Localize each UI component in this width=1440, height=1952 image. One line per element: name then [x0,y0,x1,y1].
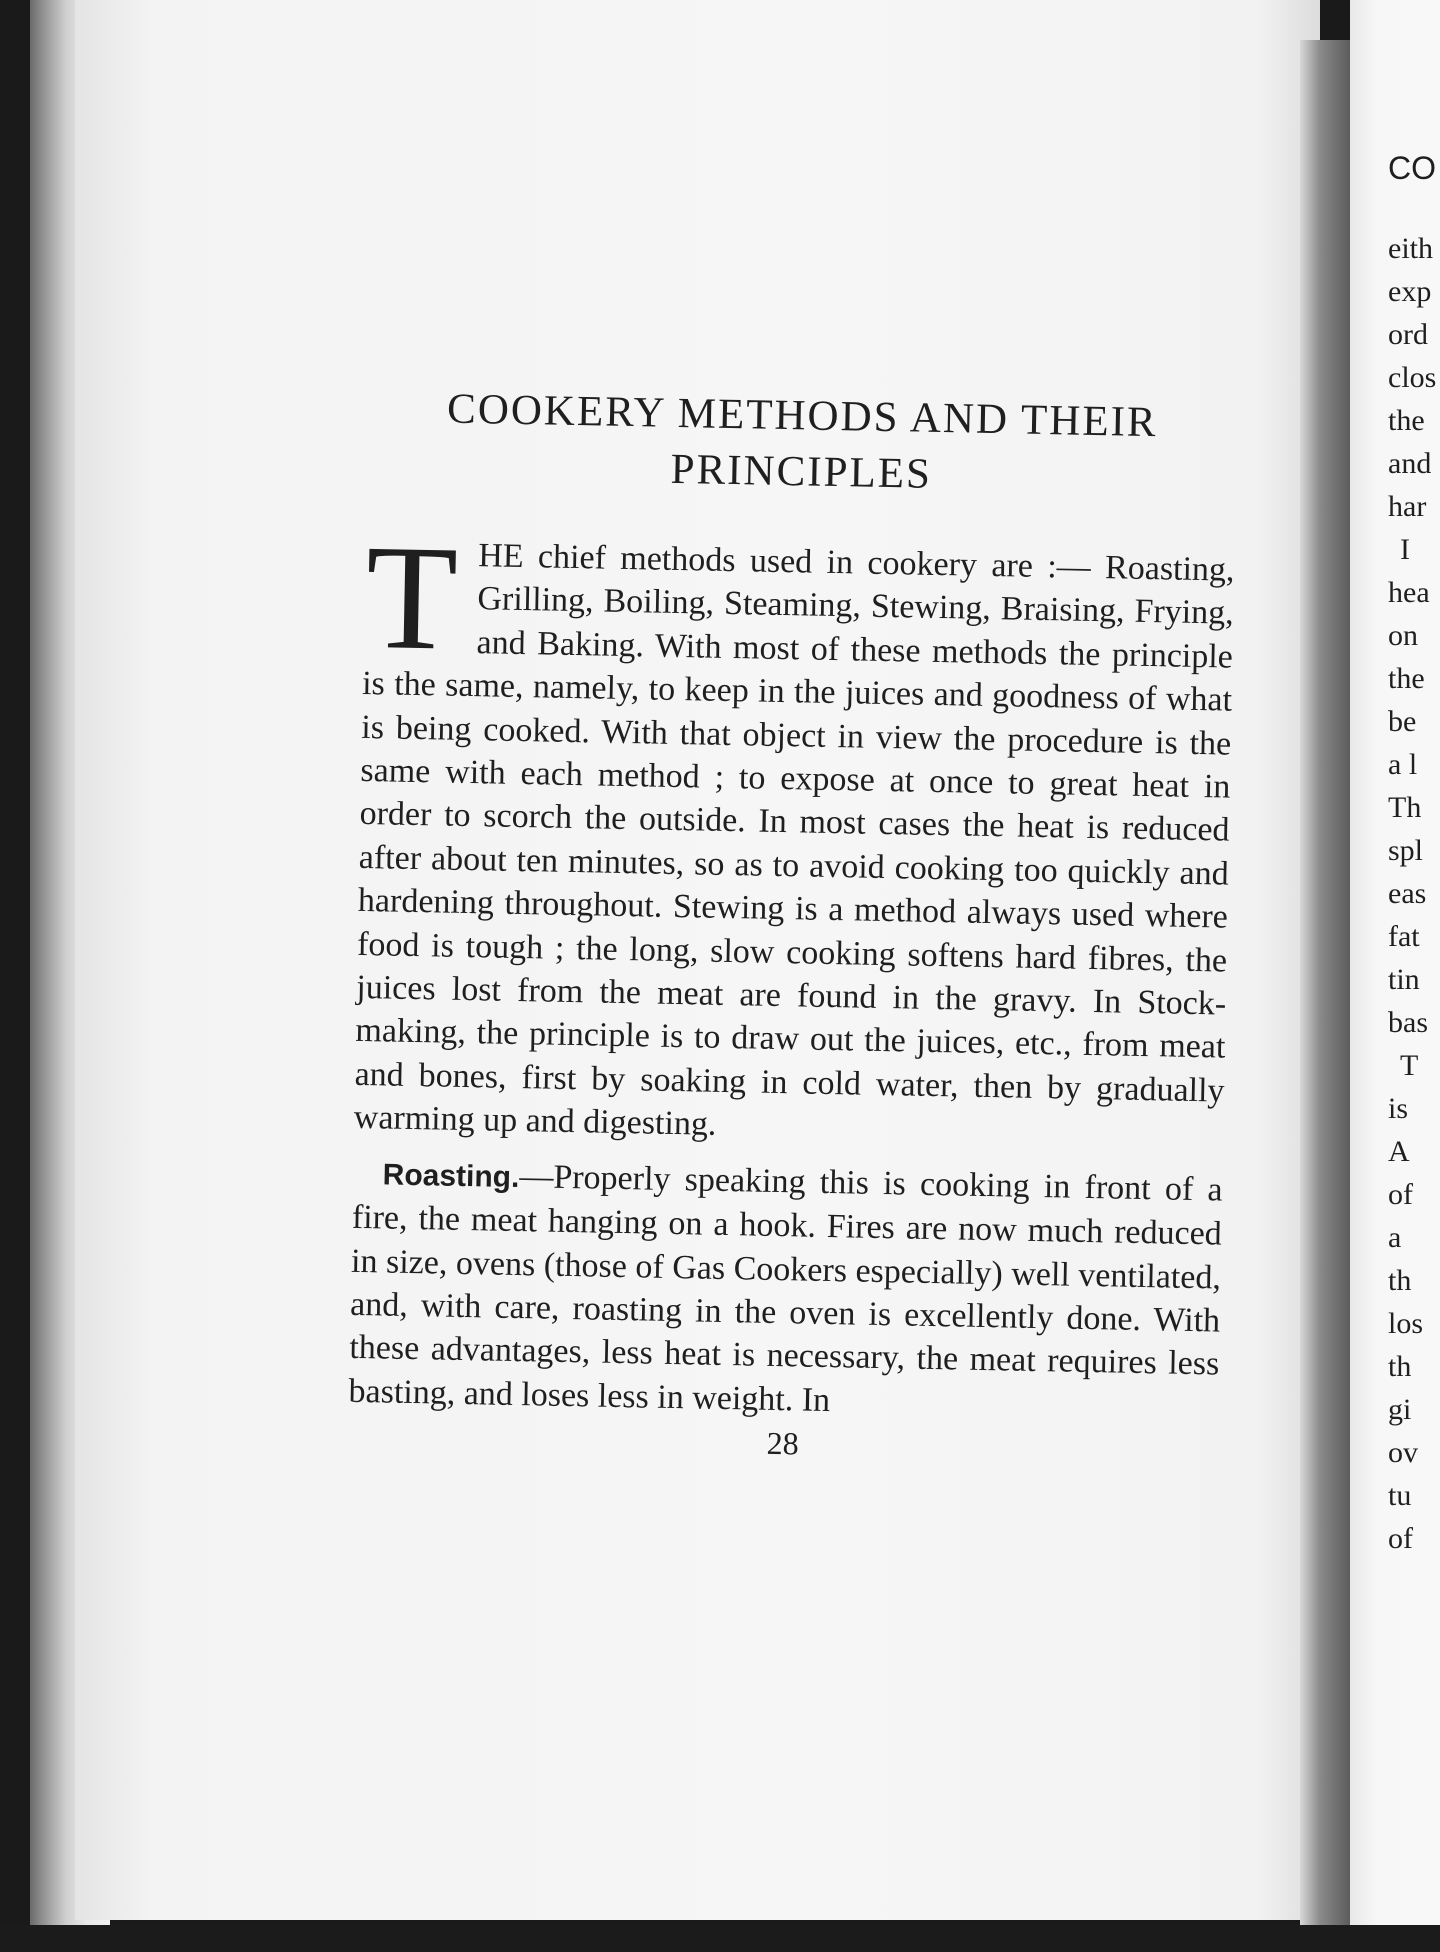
right-page-line-fragment: fat [1388,920,1420,953]
chapter-title-line-1: COOKERY METHODS AND THEIR [446,385,1159,447]
right-page-line-fragment: of [1388,1522,1413,1555]
right-page-line-fragment: spl [1388,834,1424,867]
roasting-heading: Roasting. [382,1158,520,1194]
right-page-line-fragment: A [1388,1135,1410,1168]
right-page-line-fragment: T [1400,1049,1419,1082]
right-page-line-fragment: har [1388,490,1427,523]
right-page-line-fragment: exp [1388,275,1432,308]
right-page-line-fragment: I [1400,533,1410,566]
right-page-line-fragment: of [1388,1178,1413,1211]
right-page-line-fragment: the [1388,662,1425,695]
drop-cap: T [364,514,460,682]
right-page-line-fragment: is [1388,1092,1409,1125]
page-number: 28 [766,1424,800,1462]
right-page-line-fragment: bas [1388,1006,1428,1039]
right-page-line-fragment: a [1388,1221,1402,1254]
right-page-line-fragment: hea [1388,576,1430,609]
book-spine-shadow [1300,40,1350,1930]
right-page-line-fragment: on [1388,619,1418,652]
right-page-line-fragment: tin [1388,963,1420,996]
right-page-line-fragment: clos [1388,361,1437,394]
right-page-heading: CO [1388,150,1436,186]
roasting-paragraph [348,1152,1223,1430]
right-page-line-fragment: gi [1388,1393,1412,1426]
roasting-paragraph-text: —Properly speaking this is cooking in front of a fire, the meat hanging on a hook. Fires are now much reduced in size, ovens (those of Gas Cookers especially) well ventilated, and, with care, roasting in the oven is excellently done. With these advantages, less heat is necessary, the meat requires less basting, and loses less in weight. In [348,1157,1223,1419]
left-page-text [347,380,1237,1471]
right-page-line-fragment: th [1388,1264,1412,1297]
right-page-lines [1388,227,1440,1560]
chapter-title-line-2: PRINCIPLES [670,445,933,498]
intro-paragraph-text: HE chief methods used in cookery are :— Roasting, Grilling, Boiling, Steaming, Stewing, Braising, Frying, and Baking. With most of these methods the principle is the same, namely, to keep in the juices and goodness of what is being cooked. With that object in view the procedure is the same with each method ; to expose at once to great heat in order to scorch the outside. In most cases the heat is reduced after about ten minutes, so as to avoid cooking too quickly and hardening throughout. Stewing is a method always used where food is tough ; the long, slow cooking softens hard fibres, the juices lost from the meat are found in the gravy. In Stock-making, the principle is to draw out the juices, etc., from meat and bones, first by soaking in cold water, then by gradually warming up and digesting. [353,537,1235,1144]
right-page-line-fragment: los [1388,1307,1424,1340]
right-page-line-fragment: the [1388,404,1425,437]
right-page-line-fragment: ord [1388,318,1428,351]
right-page-text [1388,150,1440,1560]
right-page-line-fragment: a l [1388,748,1418,781]
right-page-line-fragment: ov [1388,1436,1418,1469]
right-page-line-fragment: be [1388,705,1417,738]
right-page-line-fragment: tu [1388,1479,1412,1512]
right-page-line-fragment: and [1388,447,1432,480]
right-page-line-fragment: Th [1388,791,1422,824]
scan-bottom-border [0,1925,1440,1952]
right-page-line-fragment: th [1388,1350,1412,1383]
intro-paragraph [353,514,1235,1156]
right-page-line-fragment: eith [1388,232,1433,265]
right-page-line-fragment: eas [1388,877,1427,910]
chapter-title [366,380,1238,509]
